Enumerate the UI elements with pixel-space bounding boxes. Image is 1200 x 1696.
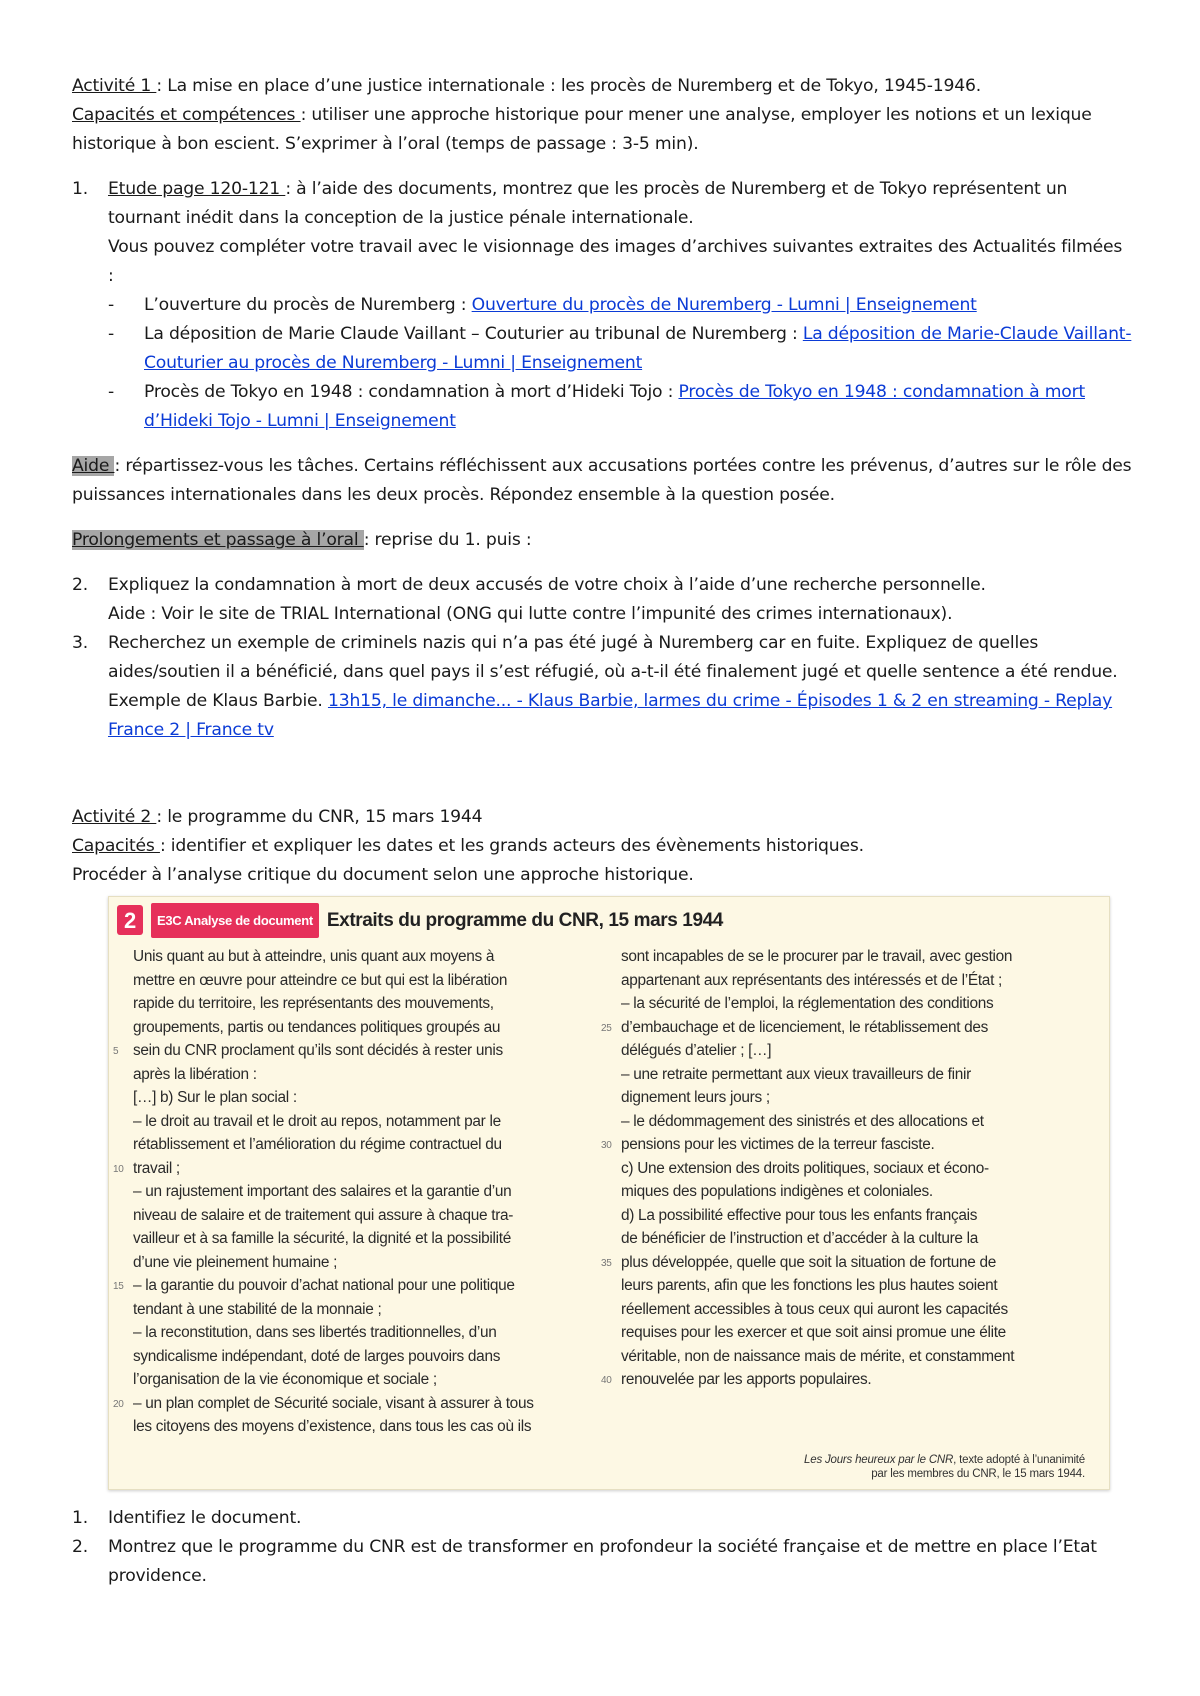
document-line: [621, 1274, 1081, 1298]
line-number: 10: [113, 1163, 124, 1175]
line-text: rapide du territoire, les représentants des mouvements,: [133, 995, 494, 1012]
document-line: [133, 1110, 593, 1134]
link-vaillant-couturier[interactable]: La déposition de Marie-Claude Vaillant-Couturier au procès de Nuremberg - Lumni | Enseignement: [144, 324, 1132, 373]
line-text: vailleur et à sa famille la sécurité, la dignité et la possibilité: [133, 1230, 511, 1247]
list-item-3: [72, 629, 1132, 745]
line-number: 25: [601, 1022, 612, 1034]
document-line: [133, 1368, 593, 1392]
line-text: délégués d’atelier ; […]: [621, 1042, 772, 1059]
document-line: [601, 1016, 1081, 1040]
link-description: La déposition de Marie Claude Vaillant – Couturier au tribunal de Nuremberg :: [144, 324, 803, 344]
line-text: mettre en œuvre pour atteindre ce but qui est la libération: [133, 971, 508, 989]
prolongements-text: : reprise du 1. puis :: [363, 530, 532, 550]
document-line: [601, 1251, 1081, 1275]
line-text: tendant à une stabilité de la monnaie ;: [133, 1300, 382, 1318]
line-text: d’une vie pleinement humaine ;: [133, 1253, 338, 1271]
activite1-label: Activité 1: [72, 76, 157, 96]
line-number: 35: [601, 1257, 612, 1269]
line-text: syndicalisme indépendant, doté de larges pouvoirs dans: [133, 1347, 501, 1365]
activite2-heading: [72, 803, 1132, 832]
document-line: [621, 1110, 1081, 1134]
line-number: 40: [601, 1375, 612, 1386]
link-list-item: [108, 320, 1132, 378]
item-2-text: Expliquez la condamnation à mort de deux accusés de votre choix à l’aide d’une recherche personnelle.: [108, 575, 986, 595]
etude-text-2: Vous pouvez compléter votre travail avec le visionnage des images d’archives suivantes extraites des Actualités filmées :: [108, 237, 1123, 286]
document-line: [133, 992, 593, 1016]
link-description: Procès de Tokyo en 1948 : condamnation à mort d’Hideki Tojo :: [144, 382, 679, 402]
document-line: [621, 1321, 1081, 1345]
line-text: travail ;: [133, 1159, 180, 1177]
document-line: [133, 1345, 593, 1369]
document-line: [621, 1227, 1081, 1251]
line-text: – un rajustement important des salaires et la garantie d’un: [133, 1183, 512, 1200]
document-line: [113, 1039, 593, 1063]
list-item-1: [72, 175, 1132, 436]
document-line: [133, 1251, 593, 1275]
line-text: – le droit au travail et le droit au repos, notamment par le: [133, 1112, 501, 1130]
item-3-example: [108, 687, 1132, 745]
line-text: […] b) Sur le plan social :: [133, 1089, 297, 1106]
aide-label: Aide: [72, 456, 115, 476]
capacites-label: Capacités et compétences: [72, 105, 301, 125]
link-list-item: [108, 378, 1132, 436]
document-line: [621, 1157, 1081, 1181]
document-line: [133, 1133, 593, 1157]
line-number: 30: [601, 1140, 612, 1151]
capacites-text: : utiliser une approche historique pour mener une analyse, employer les notions et un lexique historique à bon escient. S’exprimer à l’oral (temps de passage : 3-5 min).: [72, 105, 1092, 154]
document-line: [601, 1133, 1081, 1157]
line-text: de bénéficier de l’instruction et d’accéder à la culture la: [621, 1230, 979, 1247]
item-number: 2.: [72, 575, 88, 595]
line-text: requises pour les exercer et que soit ainsi promue une élite: [621, 1324, 1006, 1341]
source-line-2: par les membres du CNR, le 15 mars 1944.: [871, 1468, 1085, 1480]
line-text: plus développée, quelle que soit la situation de fortune de: [621, 1253, 997, 1271]
document-header: [117, 905, 723, 935]
document-tag: E3C Analyse de document: [151, 903, 319, 938]
document-column-right: [601, 945, 1081, 1392]
line-text: réellement accessibles à tous ceux qui auront les capacités: [621, 1300, 1008, 1318]
aide-text: : répartissez-vous les tâches. Certains réfléchissent aux accusations portées contre les prévenus, d’autres sur le rôle des puissances internationales dans les deux procès. Répondez ensemble à la question posée.: [72, 456, 1132, 505]
document-line: [133, 1086, 593, 1110]
prolongements-label: Prolongements et passage à l’oral: [72, 530, 364, 550]
line-number: 20: [113, 1398, 124, 1410]
document-line: [113, 1157, 593, 1181]
line-text: l’organisation de la vie économique et sociale ;: [133, 1371, 437, 1388]
cnr-document-image: [108, 896, 1110, 1490]
item-3-text: Recherchez un exemple de criminels nazis qui n’a pas été jugé à Nuremberg car en fuite. Expliquez de quelles aides/soutien il a bénéficié, dans quel pays il s’est réfugié, où a-t-il été finalement jugé et quelle sentence a été rendue.: [108, 633, 1118, 682]
line-number: 5: [113, 1046, 119, 1057]
document-line: [621, 1180, 1081, 1204]
document-line: [601, 1368, 1081, 1392]
activite2-capacites: [72, 832, 1132, 861]
line-text: sont incapables de se le procurer par le travail, avec gestion: [621, 948, 1013, 965]
line-text: sein du CNR proclament qu’ils sont décidés à rester unis: [133, 1042, 503, 1059]
item-number: 3.: [72, 633, 88, 653]
document-line: [621, 1298, 1081, 1322]
document-line: [133, 1415, 593, 1439]
line-text: rétablissement et l’amélioration du régime contractuel du: [133, 1136, 502, 1153]
capacites-text: : identifier et expliquer les dates et les grands acteurs des évènements historiques.: [159, 836, 864, 856]
question-2: [72, 1533, 1132, 1591]
document-title: Extraits du programme du CNR, 15 mars 1944: [326, 909, 723, 931]
list-item-2: [72, 571, 1132, 629]
activite2-questions: [72, 1504, 1132, 1591]
document-line: [133, 1063, 593, 1087]
link-list: [108, 291, 1132, 436]
etude-label: Etude page 120-121: [108, 179, 286, 199]
line-text: d) La possibilité effective pour tous les enfants français: [621, 1206, 978, 1224]
activite2-title: : le programme du CNR, 15 mars 1944: [156, 807, 483, 827]
document-line: [133, 1016, 593, 1040]
document-column-left: [113, 945, 593, 1439]
line-number: 15: [113, 1281, 124, 1292]
line-text: leurs parents, afin que les fonctions les plus hautes soient: [621, 1277, 998, 1294]
line-text: c) Une extension des droits politiques, sociaux et écono-: [621, 1159, 989, 1177]
source-title: Les Jours heureux par le CNR: [804, 1454, 954, 1466]
question-text: Montrez que le programme du CNR est de transformer en profondeur la société française et de mettre en place l’Etat providence.: [108, 1537, 1097, 1586]
question-1: [72, 1504, 1132, 1533]
prolongements-paragraph: [72, 526, 1132, 555]
document-line: [621, 969, 1081, 993]
capacites-label: Capacités: [72, 836, 160, 856]
line-text: – le dédommagement des sinistrés et des allocations et: [621, 1112, 984, 1130]
activite2-capacites-2: Procéder à l’analyse critique du document selon une approche historique.: [72, 865, 694, 885]
document-line: [133, 1204, 593, 1228]
line-text: – la garantie du pouvoir d’achat national pour une politique: [133, 1277, 515, 1294]
document-number: 2: [117, 905, 143, 935]
item-number: 1.: [72, 1508, 88, 1528]
document-line: [133, 1180, 593, 1204]
document-line: [621, 1204, 1081, 1228]
line-text: – un plan complet de Sécurité sociale, visant à assurer à tous: [133, 1394, 534, 1412]
document-source: [804, 1453, 1085, 1481]
activite1-list: [72, 175, 1132, 436]
item-2-aide: Aide : Voir le site de TRIAL International (ONG qui lutte contre l’impunité des crimes internationaux).: [108, 604, 953, 624]
document-line: [621, 945, 1081, 969]
document-line: [621, 1345, 1081, 1369]
line-text: groupements, partis ou tendances politiques groupés au: [133, 1018, 501, 1036]
line-text: appartenant aux représentants des intéressés et de l’État ;: [621, 971, 1002, 989]
link-description: L’ouverture du procès de Nuremberg :: [144, 295, 472, 315]
item-number: 2.: [72, 1537, 88, 1557]
item-number: 1.: [72, 179, 88, 199]
etude-text: : à l’aide des documents, montrez que les procès de Nuremberg et de Tokyo représentent un tournant inédit dans la conception de la justice pénale internationale.: [108, 179, 1068, 228]
document-line: [621, 1086, 1081, 1110]
line-text: dignement leurs jours ;: [621, 1089, 770, 1106]
link-list-item: [108, 291, 1132, 320]
link-nuremberg-ouverture[interactable]: Ouverture du procès de Nuremberg - Lumni | Enseignement: [471, 295, 977, 315]
aide-paragraph: [72, 452, 1132, 510]
line-text: Unis quant au but à atteindre, unis quant aux moyens à: [133, 948, 495, 965]
document-body: [109, 945, 1109, 1445]
activite1-heading: [72, 72, 1132, 101]
document-line: [133, 945, 593, 969]
prolongements-list: [72, 571, 1132, 745]
document-line: [621, 1039, 1081, 1063]
source-rest: , texte adopté à l’unanimité: [953, 1454, 1085, 1466]
activite1-capacites: [72, 101, 1132, 159]
line-text: miques des populations indigènes et coloniales.: [621, 1183, 933, 1200]
line-text: – la reconstitution, dans ses libertés traditionnelles, d’un: [133, 1324, 497, 1341]
line-text: niveau de salaire et de traitement qui assure à chaque tra-: [133, 1206, 514, 1224]
document-line: [133, 1298, 593, 1322]
line-text: – une retraite permettant aux vieux travailleurs de finir: [621, 1065, 971, 1083]
line-text: après la libération :: [133, 1065, 257, 1083]
document-page: [72, 72, 1132, 1591]
document-line: [133, 1321, 593, 1345]
document-line: [621, 1063, 1081, 1087]
document-line: [133, 1227, 593, 1251]
line-text: renouvelée par les apports populaires.: [621, 1371, 872, 1388]
document-line: [133, 969, 593, 993]
link-proces-tokyo[interactable]: Procès de Tokyo en 1948 : condamnation à mort d’Hideki Tojo - Lumni | Enseignement: [144, 382, 1086, 431]
example-text: Exemple de Klaus Barbie.: [108, 691, 328, 711]
line-text: – la sécurité de l’emploi, la réglementation des conditions: [621, 995, 994, 1012]
activite2-label: Activité 2: [72, 807, 157, 827]
line-text: véritable, non de naissance mais de mérite, et constamment: [621, 1347, 1015, 1365]
activite1-title: : La mise en place d’une justice internationale : les procès de Nuremberg et de Tokyo, 1945-1946.: [156, 76, 981, 96]
question-text: Identifiez le document.: [108, 1508, 302, 1528]
document-line: [621, 992, 1081, 1016]
link-klaus-barbie[interactable]: 13h15, le dimanche... - Klaus Barbie, larmes du crime - Épisodes 1 & 2 en streaming - Replay France 2 | France tv: [108, 691, 1113, 740]
line-text: d’embauchage et de licenciement, le rétablissement des: [621, 1018, 989, 1036]
document-line: [113, 1392, 593, 1416]
document-line: [113, 1274, 593, 1298]
line-text: les citoyens des moyens d’existence, dans tous les cas où ils: [133, 1418, 532, 1435]
line-text: pensions pour les victimes de la terreur fasciste.: [621, 1136, 935, 1153]
